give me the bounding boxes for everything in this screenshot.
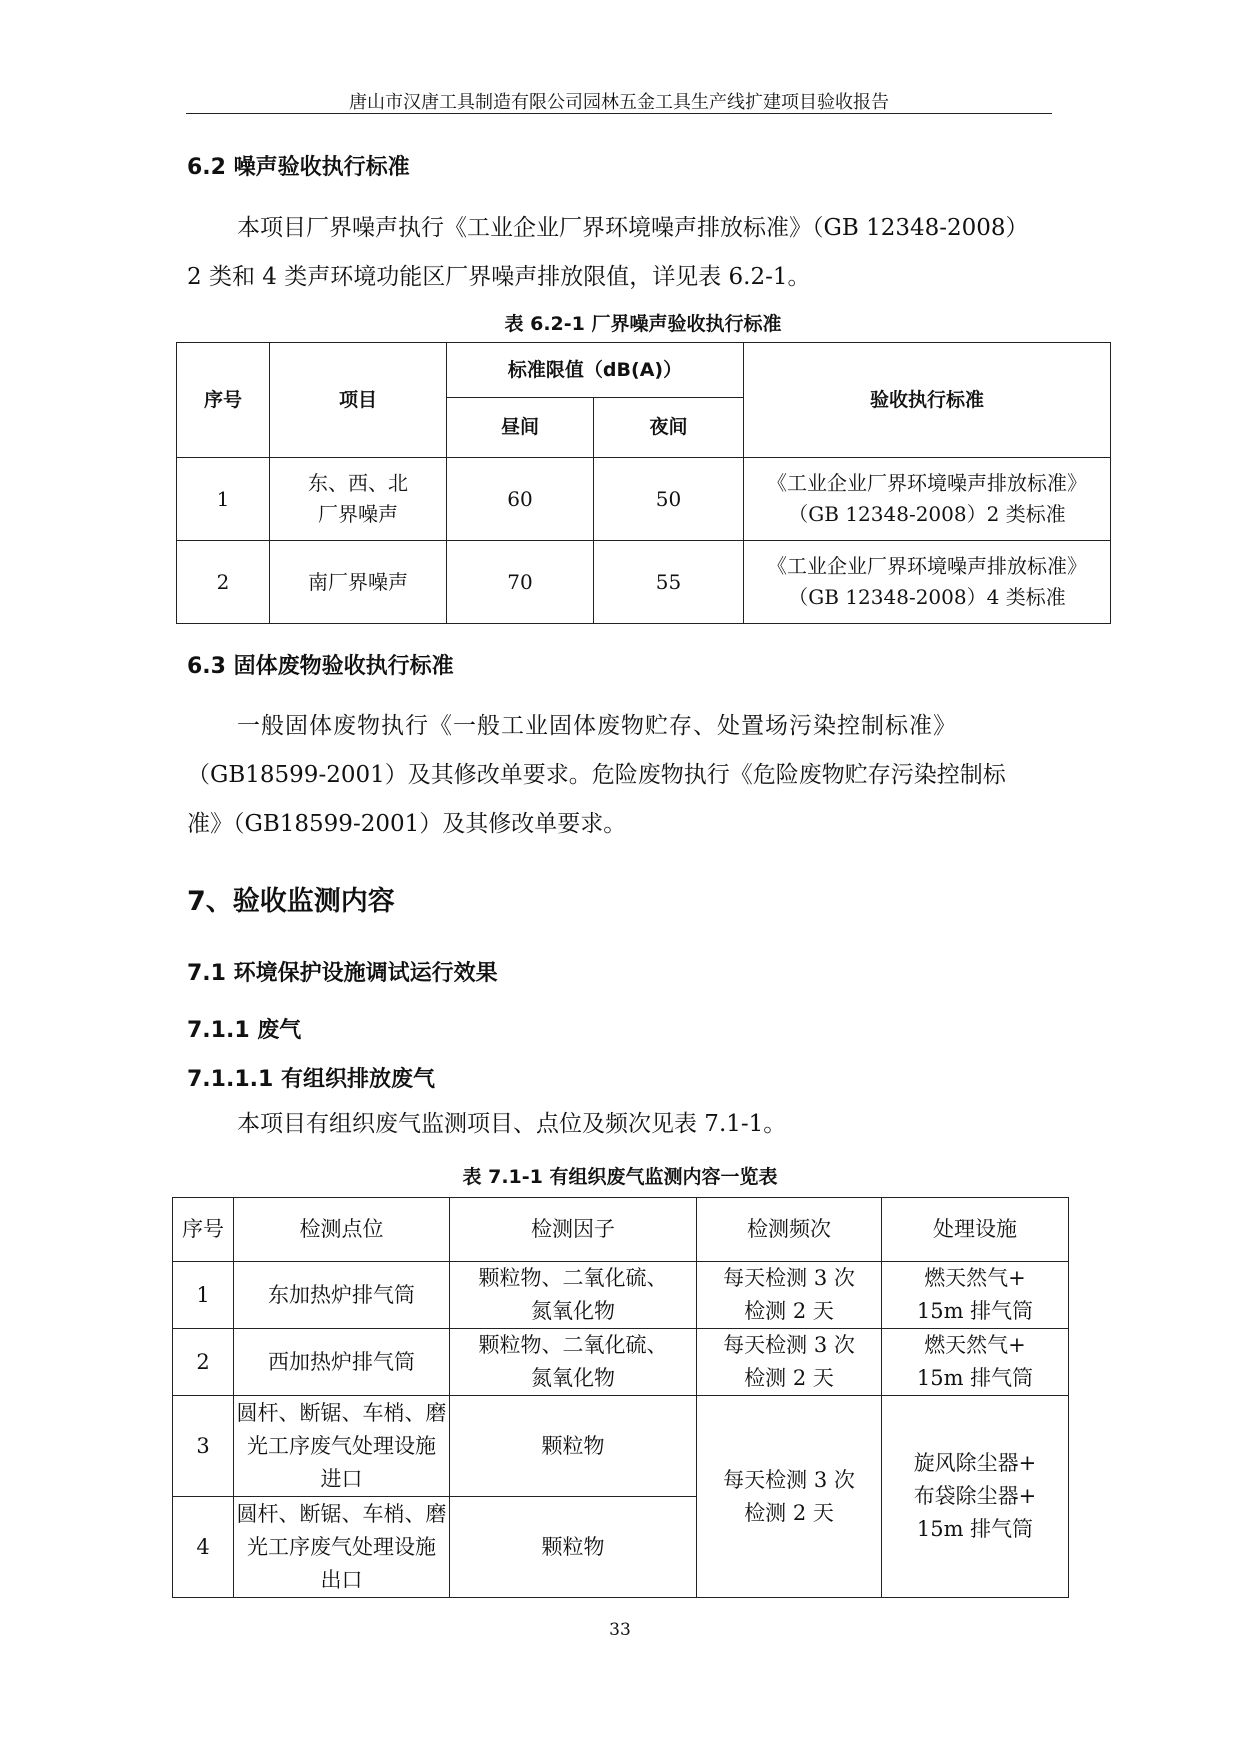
cell-day: 60 [447,458,594,541]
cell-factor [450,1329,697,1396]
cell-no: 3 [173,1396,234,1497]
table-row [177,458,1111,541]
cell-factor: 颗粒物 [450,1396,697,1497]
table-row [173,1396,1069,1497]
heading-6-3: 6.3 固体废物验收执行标准 [187,654,454,679]
cell-point-line1: 圆杆、断锯、车梢、磨 [236,1400,447,1425]
cell-facility [882,1262,1069,1329]
cell-night: 55 [594,541,744,624]
cell-night: 50 [594,458,744,541]
cell-frequency [697,1262,882,1329]
header-facility: 处理设施 [882,1198,1069,1262]
cell-no: 2 [177,541,270,624]
header-standard: 验收执行标准 [744,343,1111,458]
cell-item-line2: 厂界噪声 [318,502,398,526]
cell-standard-line2: （GB 12348-2008）4 类标准 [788,585,1066,609]
cell-standard [744,541,1111,624]
table-6-2-1 [176,342,1111,624]
cell-facility-line2: 布袋除尘器+ [913,1484,1037,1508]
table-6-2-1-caption: 表 6.2-1 厂界噪声验收执行标准 [504,313,782,335]
cell-frequency [697,1396,882,1598]
cell-frequency-line2: 检测 2 天 [744,1500,834,1525]
heading-7-1-1: 7.1.1 废气 [187,1018,302,1043]
para-6-2-line1: 本项目厂界噪声执行《工业企业厂界环境噪声排放标准》（GB 12348-2008） [237,215,1029,241]
cell-point [234,1396,450,1497]
cell-point-line2: 光工序废气处理设施 [247,1534,436,1559]
cell-facility-line3: 15m 排气筒 [916,1517,1034,1541]
cell-item [270,458,447,541]
cell-factor: 颗粒物 [450,1497,697,1598]
cell-point-line3: 出口 [320,1567,363,1592]
header-frequency: 检测频次 [697,1198,882,1262]
cell-point: 西加热炉排气筒 [234,1329,450,1396]
table-row [173,1262,1069,1329]
cell-facility [882,1329,1069,1396]
cell-facility-line1: 燃天然气+ [924,1266,1026,1290]
heading-6-2: 6.2 噪声验收执行标准 [187,155,410,180]
cell-facility-line2: 15m 排气筒 [916,1366,1034,1390]
cell-frequency-line2: 检测 2 天 [744,1299,834,1323]
header-factor: 检测因子 [450,1198,697,1262]
para-6-2-line2: 2 类和 4 类声环境功能区厂界噪声排放限值，详见表 6.2-1。 [187,264,811,290]
cell-point-line2: 光工序废气处理设施 [247,1433,436,1458]
cell-standard-line2: （GB 12348-2008）2 类标准 [788,502,1066,526]
cell-facility-line1: 燃天然气+ [924,1333,1026,1357]
cell-facility-line2: 15m 排气筒 [916,1299,1034,1323]
cell-frequency [697,1329,882,1396]
cell-standard [744,458,1111,541]
header-limit: 标准限值（dB(A)） [447,343,744,398]
para-7-1-1-1: 本项目有组织废气监测项目、点位及频次见表 7.1-1。 [237,1111,787,1137]
header-rule [186,113,1052,114]
cell-facility [882,1396,1069,1598]
cell-factor-line1: 颗粒物、二氧化硫、 [478,1333,668,1357]
heading-7-1: 7.1 环境保护设施调试运行效果 [187,961,498,986]
table-row [177,541,1111,624]
para-6-3-line3: 准》（GB18599-2001）及其修改单要求。 [187,811,627,837]
cell-item: 南厂界噪声 [270,541,447,624]
cell-point: 东加热炉排气筒 [234,1262,450,1329]
cell-no: 1 [173,1262,234,1329]
cell-factor-line2: 氮氧化物 [531,1299,615,1323]
cell-frequency-line1: 每天检测 3 次 [723,1266,855,1290]
cell-day: 70 [447,541,594,624]
para-6-3-line1: 一般固体废物执行《一般工业固体废物贮存、处置场污染控制标准》 [237,713,957,739]
header-night: 夜间 [594,398,744,458]
cell-no: 2 [173,1329,234,1396]
table-7-1-1-caption: 表 7.1-1 有组织废气监测内容一览表 [462,1166,778,1188]
cell-factor-line1: 颗粒物、二氧化硫、 [478,1266,668,1290]
table-7-1-1 [172,1197,1069,1598]
cell-facility-line1: 旋风除尘器+ [913,1451,1037,1475]
para-6-3-line2: （GB18599-2001）及其修改单要求。危险废物执行《危险废物贮存污染控制标 [187,762,1006,788]
page-number: 33 [609,1620,631,1640]
cell-no: 1 [177,458,270,541]
heading-7-1-1-1: 7.1.1.1 有组织排放废气 [187,1067,435,1092]
cell-no: 4 [173,1497,234,1598]
cell-frequency-line1: 每天检测 3 次 [723,1333,855,1357]
header-item: 项目 [270,343,447,458]
cell-factor-line2: 氮氧化物 [531,1366,615,1390]
running-header: 唐山市汉唐工具制造有限公司园林五金工具生产线扩建项目验收报告 [349,92,889,113]
cell-factor [450,1262,697,1329]
cell-point-line1: 圆杆、断锯、车梢、磨 [236,1501,447,1526]
header-point: 检测点位 [234,1198,450,1262]
header-no: 序号 [177,343,270,458]
header-day: 昼间 [447,398,594,458]
cell-frequency-line1: 每天检测 3 次 [723,1467,855,1492]
cell-point [234,1497,450,1598]
cell-standard-line1: 《工业企业厂界环境噪声排放标准》 [767,554,1087,578]
cell-frequency-line2: 检测 2 天 [744,1366,834,1390]
header-no: 序号 [173,1198,234,1262]
table-row [173,1329,1069,1396]
cell-item-line1: 东、西、北 [308,471,408,495]
heading-7: 7、验收监测内容 [187,886,395,917]
cell-point-line3: 进口 [320,1466,363,1491]
cell-standard-line1: 《工业企业厂界环境噪声排放标准》 [767,471,1087,495]
